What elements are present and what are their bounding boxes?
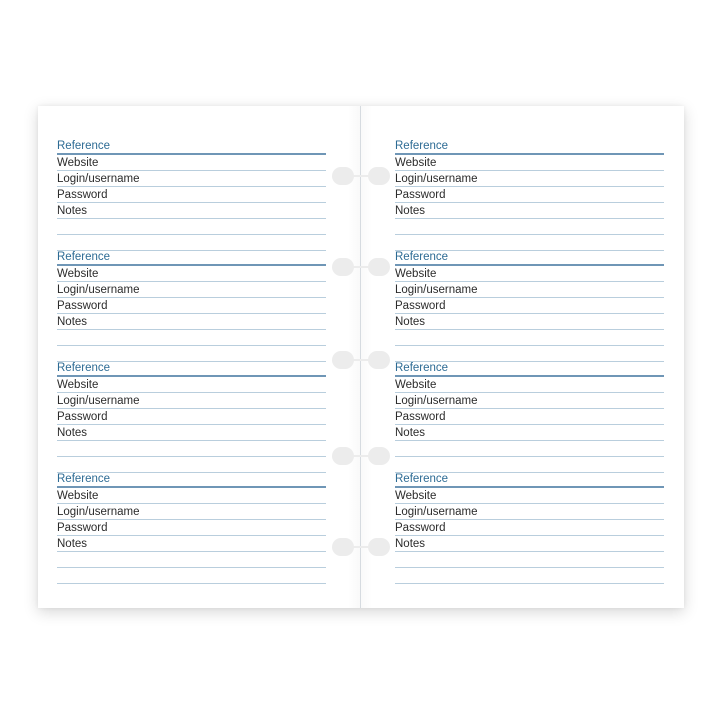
notes-label: Notes	[57, 427, 88, 439]
login-label: Login/username	[395, 284, 478, 296]
password-entry-block	[57, 250, 326, 362]
login-label: Login/username	[57, 173, 140, 185]
notes-row[interactable]	[395, 425, 664, 441]
password-entry-block	[57, 472, 326, 584]
password-entry-block	[57, 139, 326, 251]
left-page	[38, 106, 361, 608]
ring-hole-icon	[332, 351, 354, 369]
login-label: Login/username	[57, 395, 140, 407]
password-label: Password	[57, 189, 108, 201]
reference-row[interactable]	[395, 361, 664, 377]
blank-row[interactable]	[395, 441, 664, 457]
notes-label: Notes	[57, 205, 88, 217]
blank-row[interactable]	[57, 441, 326, 457]
password-row[interactable]	[395, 409, 664, 425]
blank-row[interactable]	[395, 219, 664, 235]
login-row[interactable]	[395, 504, 664, 520]
password-label: Password	[395, 300, 446, 312]
password-label: Password	[57, 411, 108, 423]
login-label: Login/username	[395, 395, 478, 407]
blank-row[interactable]	[57, 219, 326, 235]
notes-row[interactable]	[57, 425, 326, 441]
notes-label: Notes	[395, 427, 426, 439]
website-row[interactable]	[395, 488, 664, 504]
website-label: Website	[395, 157, 437, 169]
reference-label: Reference	[395, 473, 449, 485]
password-row[interactable]	[395, 298, 664, 314]
login-label: Login/username	[395, 173, 478, 185]
blank-row[interactable]	[57, 568, 326, 584]
notes-row[interactable]	[395, 536, 664, 552]
login-label: Login/username	[395, 506, 478, 518]
website-row[interactable]	[57, 266, 326, 282]
notes-row[interactable]	[57, 536, 326, 552]
notes-label: Notes	[57, 316, 88, 328]
reference-label: Reference	[395, 362, 449, 374]
reference-row[interactable]	[57, 139, 326, 155]
website-row[interactable]	[57, 155, 326, 171]
blank-row[interactable]	[395, 457, 664, 473]
login-row[interactable]	[57, 171, 326, 187]
website-row[interactable]	[395, 266, 664, 282]
login-row[interactable]	[395, 282, 664, 298]
reference-row[interactable]	[395, 250, 664, 266]
ring-hole-icon	[368, 258, 390, 276]
website-label: Website	[57, 157, 99, 169]
blank-row[interactable]	[395, 568, 664, 584]
password-entry-block	[395, 361, 664, 473]
website-row[interactable]	[395, 377, 664, 393]
ring-hole-icon	[368, 167, 390, 185]
reference-row[interactable]	[395, 472, 664, 488]
blank-row[interactable]	[57, 552, 326, 568]
password-label: Password	[395, 411, 446, 423]
notes-row[interactable]	[395, 203, 664, 219]
notes-label: Notes	[395, 205, 426, 217]
website-label: Website	[395, 490, 437, 502]
password-row[interactable]	[395, 520, 664, 536]
ring-hole-icon	[368, 447, 390, 465]
login-row[interactable]	[57, 393, 326, 409]
password-label: Password	[395, 522, 446, 534]
password-row[interactable]	[57, 187, 326, 203]
blank-row[interactable]	[395, 552, 664, 568]
ring-hole-icon	[368, 538, 390, 556]
notes-row[interactable]	[57, 314, 326, 330]
reference-row[interactable]	[57, 472, 326, 488]
ring-hole-icon	[332, 538, 354, 556]
organizer-page-spread	[38, 106, 684, 608]
notes-row[interactable]	[395, 314, 664, 330]
password-row[interactable]	[395, 187, 664, 203]
login-label: Login/username	[57, 506, 140, 518]
reference-label: Reference	[57, 473, 111, 485]
website-label: Website	[395, 268, 437, 280]
password-entry-block	[395, 250, 664, 362]
login-row[interactable]	[395, 171, 664, 187]
notes-row[interactable]	[57, 203, 326, 219]
notes-label: Notes	[395, 316, 426, 328]
blank-row[interactable]	[395, 235, 664, 251]
website-row[interactable]	[395, 155, 664, 171]
login-row[interactable]	[57, 282, 326, 298]
password-label: Password	[57, 522, 108, 534]
ring-hole-icon	[332, 258, 354, 276]
ring-hole-icon	[332, 167, 354, 185]
reference-label: Reference	[57, 251, 111, 263]
blank-row[interactable]	[57, 235, 326, 251]
website-label: Website	[57, 268, 99, 280]
password-row[interactable]	[57, 409, 326, 425]
password-label: Password	[395, 189, 446, 201]
password-row[interactable]	[57, 520, 326, 536]
website-label: Website	[57, 490, 99, 502]
reference-label: Reference	[57, 362, 111, 374]
password-entry-block	[395, 139, 664, 251]
right-page	[361, 106, 684, 608]
reference-row[interactable]	[57, 361, 326, 377]
password-row[interactable]	[57, 298, 326, 314]
website-row[interactable]	[57, 377, 326, 393]
blank-row[interactable]	[395, 346, 664, 362]
website-label: Website	[395, 379, 437, 391]
reference-label: Reference	[395, 251, 449, 263]
blank-row[interactable]	[57, 330, 326, 346]
website-row[interactable]	[57, 488, 326, 504]
login-row[interactable]	[57, 504, 326, 520]
ring-hole-icon	[368, 351, 390, 369]
reference-row[interactable]	[395, 139, 664, 155]
website-label: Website	[57, 379, 99, 391]
login-row[interactable]	[395, 393, 664, 409]
blank-row[interactable]	[57, 457, 326, 473]
login-label: Login/username	[57, 284, 140, 296]
reference-row[interactable]	[57, 250, 326, 266]
password-entry-block	[395, 472, 664, 584]
notes-label: Notes	[395, 538, 426, 550]
password-label: Password	[57, 300, 108, 312]
ring-hole-icon	[332, 447, 354, 465]
reference-label: Reference	[395, 140, 449, 152]
notes-label: Notes	[57, 538, 88, 550]
password-entry-block	[57, 361, 326, 473]
reference-label: Reference	[57, 140, 111, 152]
blank-row[interactable]	[395, 330, 664, 346]
blank-row[interactable]	[57, 346, 326, 362]
